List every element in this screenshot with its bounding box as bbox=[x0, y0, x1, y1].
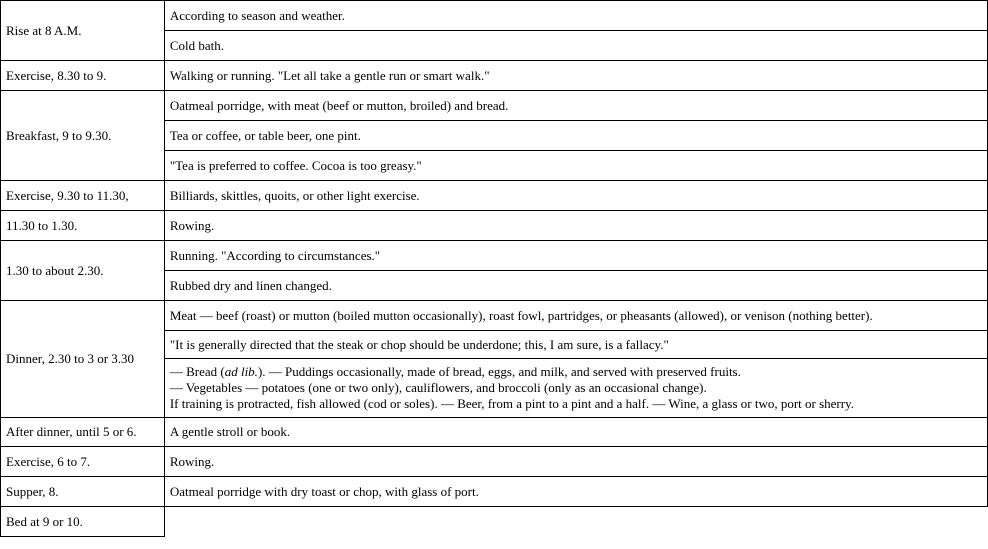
dinner-vegetables-line: — Vegetables — potatoes (one or two only), cauliflowers, and broccoli (only as an occasional change). bbox=[169, 380, 707, 395]
activity-cell: Running. "According to circumstances." bbox=[164, 241, 987, 271]
activity-cell: According to season and weather. bbox=[164, 1, 987, 31]
table-row bbox=[1, 1, 988, 31]
table-row bbox=[1, 181, 988, 211]
activity-cell: Rowing. bbox=[164, 447, 987, 477]
activity-cell: "It is generally directed that the steak or chop should be underdone; this, I am sure, is a fallacy." bbox=[164, 331, 987, 359]
activity-cell: Rubbed dry and linen changed. bbox=[164, 271, 987, 301]
time-cell: Bed at 9 or 10. bbox=[1, 507, 165, 537]
time-cell: Exercise, 9.30 to 11.30, bbox=[1, 181, 165, 211]
table-row bbox=[1, 507, 988, 537]
table-row bbox=[1, 91, 988, 121]
empty-cell bbox=[164, 507, 987, 537]
activity-cell: Billiards, skittles, quoits, or other light exercise. bbox=[164, 181, 987, 211]
table-row bbox=[1, 211, 988, 241]
table-row bbox=[1, 447, 988, 477]
dinner-bread-line: — Bread (ad lib.). — Puddings occasionally, made of bread, eggs, and milk, and served with preserved fruits. bbox=[169, 364, 741, 379]
time-cell: Rise at 8 A.M. bbox=[1, 1, 165, 61]
activity-cell-multiline bbox=[164, 359, 987, 418]
time-cell: Exercise, 8.30 to 9. bbox=[1, 61, 165, 91]
table-row bbox=[1, 61, 988, 91]
time-cell: Dinner, 2.30 to 3 or 3.30 bbox=[1, 301, 165, 418]
activity-cell: "Tea is preferred to coffee. Cocoa is too greasy." bbox=[164, 151, 987, 181]
table-row bbox=[1, 477, 988, 507]
table-row bbox=[1, 418, 988, 447]
activity-cell: Oatmeal porridge, with meat (beef or mutton, broiled) and bread. bbox=[164, 91, 987, 121]
time-cell: 1.30 to about 2.30. bbox=[1, 241, 165, 301]
time-cell: Breakfast, 9 to 9.30. bbox=[1, 91, 165, 181]
activity-cell: Oatmeal porridge with dry toast or chop, with glass of port. bbox=[164, 477, 987, 507]
activity-cell: A gentle stroll or book. bbox=[164, 418, 987, 447]
table-row bbox=[1, 241, 988, 271]
activity-cell: Meat — beef (roast) or mutton (boiled mutton occasionally), roast fowl, partridges, or pheasants (allowed), or venison (nothing better). bbox=[164, 301, 987, 331]
table-row bbox=[1, 301, 988, 331]
time-cell: Exercise, 6 to 7. bbox=[1, 447, 165, 477]
time-cell: After dinner, until 5 or 6. bbox=[1, 418, 165, 447]
time-cell: Supper, 8. bbox=[1, 477, 165, 507]
activity-cell: Tea or coffee, or table beer, one pint. bbox=[164, 121, 987, 151]
dinner-fish-line: If training is protracted, fish allowed (cod or soles). — Beer, from a pint to a pint and a half. — Wine, a glass or two, port or sherry. bbox=[169, 396, 854, 411]
activity-cell: Cold bath. bbox=[164, 31, 987, 61]
time-cell: 11.30 to 1.30. bbox=[1, 211, 165, 241]
activity-cell: Rowing. bbox=[164, 211, 987, 241]
activity-cell: Walking or running. "Let all take a gentle run or smart walk." bbox=[164, 61, 987, 91]
